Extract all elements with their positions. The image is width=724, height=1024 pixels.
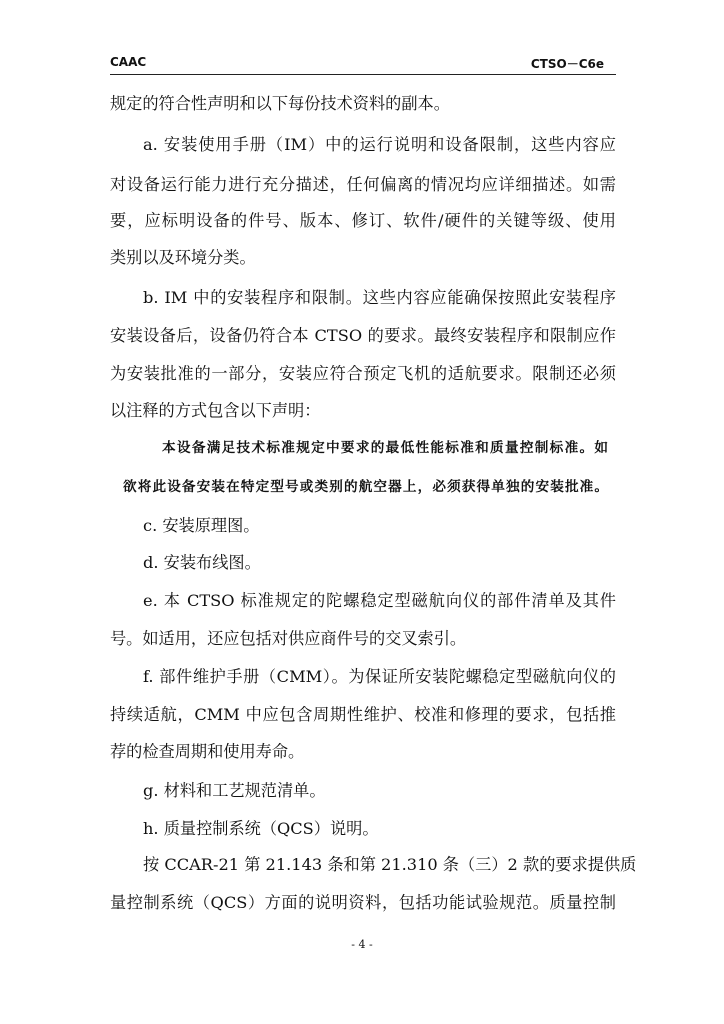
item-g: g. 材料和工艺规范清单。 [143,781,326,800]
item-a-line-1: a. 安装使用手册（IM）中的运行说明和设备限制，这些内容应 [143,135,616,154]
item-b-line-2: 安装设备后，设备仍符合本 CTSO 的要求。最终安装程序和限制应作 [110,326,616,345]
item-f-line-2: 持续适航，CMM 中应包含周期性维护、校准和修理的要求，包括推 [110,705,616,724]
body-line-1: 规定的符合性声明和以下每份技术资料的副本。 [110,94,450,113]
required-statement-line-2: 欲将此设备安装在特定型号或类别的航空器上，必须获得单独的安装批准。 [123,479,608,495]
item-e-line-2: 号。如适用，还应包括对供应商件号的交叉索引。 [110,629,467,648]
header-doc-id: CTSO－C6e [530,57,604,71]
item-a-line-3: 要，应标明设备的件号、版本、修订、软件/硬件的关键等级、使用 [110,211,616,230]
item-e-line-1: e. 本 CTSO 标准规定的陀螺稳定型磁航向仪的部件清单及其件 [143,591,616,610]
required-statement-line-1: 本设备满足技术标准规定中要求的最低性能标准和质量控制标准。如 [162,440,608,456]
item-d: d. 安装布线图。 [143,553,261,572]
item-c: c. 安装原理图。 [143,516,260,535]
item-h: h. 质量控制系统（QCS）说明。 [143,819,379,838]
qcs-paragraph-line-1: 按 CCAR-21 第 21.143 条和第 21.310 条（三）2 款的要求提供质 [143,855,637,874]
page-number: - 4 - [351,938,373,951]
qcs-paragraph-line-2: 量控制系统（QCS）方面的说明资料，包括功能试验规范。质量控制 [110,893,616,912]
item-a-line-4: 类别以及环境分类。 [110,248,256,267]
page-header [110,52,616,75]
item-f-line-1: f. 部件维护手册（CMM）。为保证所安装陀螺稳定型磁航向仪的 [143,667,616,686]
item-b-line-4: 以注释的方式包含以下声明： [110,401,321,420]
item-f-line-3: 荐的检查周期和使用寿命。 [110,742,305,761]
item-a-line-2: 对设备运行能力进行充分描述，任何偏离的情况均应详细描述。如需 [110,175,616,194]
header-org: CAAC [110,55,147,69]
item-b-line-3: 为安装批准的一部分，安装应符合预定飞机的适航要求。限制还必须 [110,364,616,383]
item-b-line-1: b. IM 中的安装程序和限制。这些内容应能确保按照此安装程序 [143,288,616,307]
